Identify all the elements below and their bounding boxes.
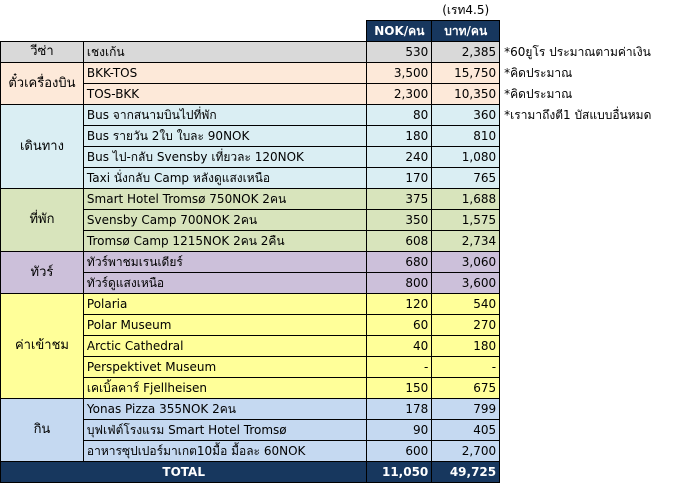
nok-value-cell[interactable]: 2,300 xyxy=(367,84,432,105)
table-row xyxy=(1,147,675,168)
note-cell[interactable] xyxy=(500,378,675,399)
item-cell[interactable]: Bus ไป-กลับ Svensby เที่ยวละ 120NOK xyxy=(83,147,366,168)
nok-value-cell[interactable]: 600 xyxy=(367,441,432,462)
item-cell[interactable]: Svensby Camp 700NOK 2คน xyxy=(83,210,366,231)
nok-value-cell[interactable]: 120 xyxy=(367,294,432,315)
thb-value-cell[interactable]: 15,750 xyxy=(432,63,500,84)
item-cell[interactable]: อาหารซุปเปอร์มาเกต10มื้อ มื้อละ 60NOK xyxy=(83,441,366,462)
nok-value-cell[interactable]: 180 xyxy=(367,126,432,147)
nok-value-cell[interactable]: 3,500 xyxy=(367,63,432,84)
thb-value-cell[interactable]: 2,700 xyxy=(432,441,500,462)
empty-cell[interactable] xyxy=(500,462,675,483)
nok-value-cell[interactable]: - xyxy=(367,357,432,378)
nok-value-cell[interactable]: 350 xyxy=(367,210,432,231)
total-thb-cell[interactable]: 49,725 xyxy=(432,462,500,483)
item-cell[interactable]: ทัวร์พาชมเรนเดียร์ xyxy=(83,252,366,273)
empty-cell[interactable] xyxy=(500,21,675,42)
empty-cell[interactable] xyxy=(83,21,366,42)
category-cell[interactable]: ทัวร์ xyxy=(1,252,84,294)
category-cell[interactable]: กิน xyxy=(1,399,84,462)
note-cell[interactable]: *คิดประมาณ xyxy=(504,66,573,80)
note-cell[interactable] xyxy=(500,315,675,336)
item-cell[interactable]: BKK-TOS xyxy=(83,63,366,84)
nok-value-cell[interactable]: 800 xyxy=(367,273,432,294)
note-cell[interactable]: *เรามาถึงตี1 บัสแบบอื่นหมด xyxy=(504,108,652,122)
table-row xyxy=(1,273,675,294)
header-row xyxy=(1,21,675,42)
thb-value-cell[interactable]: 3,600 xyxy=(432,273,500,294)
item-cell[interactable]: Yonas Pizza 355NOK 2คน xyxy=(83,399,366,420)
item-cell[interactable]: Polaria xyxy=(83,294,366,315)
thb-value-cell[interactable]: 2,734 xyxy=(432,231,500,252)
thb-value-cell[interactable]: 10,350 xyxy=(432,84,500,105)
total-label-cell[interactable]: TOTAL xyxy=(1,462,367,483)
table-row xyxy=(1,42,675,63)
note-cell[interactable] xyxy=(500,336,675,357)
nok-value-cell[interactable]: 530 xyxy=(367,42,432,63)
item-cell[interactable]: เชงเก้น xyxy=(83,42,366,63)
table-row xyxy=(1,63,675,84)
thb-value-cell[interactable]: 1,575 xyxy=(432,210,500,231)
item-cell[interactable]: บุฟเฟ่ต์โรงแรม Smart Hotel Tromsø xyxy=(83,420,366,441)
nok-value-cell[interactable]: 40 xyxy=(367,336,432,357)
table-row xyxy=(1,294,675,315)
note-cell[interactable] xyxy=(500,399,675,420)
category-cell[interactable]: ตั๋วเครื่องบิน xyxy=(1,63,84,105)
note-cell[interactable] xyxy=(500,210,675,231)
table-row xyxy=(1,189,675,210)
item-cell[interactable]: Smart Hotel Tromsø 750NOK 2คน xyxy=(83,189,366,210)
thb-value-cell[interactable]: 1,080 xyxy=(432,147,500,168)
item-cell[interactable]: Bus รายวัน 2ใบ ใบละ 90NOK xyxy=(83,126,366,147)
note-cell[interactable]: *คิดประมาณ xyxy=(504,87,573,101)
empty-cell[interactable] xyxy=(500,0,675,21)
thb-value-cell[interactable]: - xyxy=(432,357,500,378)
table-row xyxy=(1,105,675,126)
thb-value-cell[interactable]: 3,060 xyxy=(432,252,500,273)
table-row xyxy=(1,378,675,399)
item-cell[interactable]: Polar Museum xyxy=(83,315,366,336)
rate-row xyxy=(1,0,675,21)
category-cell[interactable]: ค่าเข้าชม xyxy=(1,294,84,399)
nok-value-cell[interactable]: 680 xyxy=(367,252,432,273)
note-cell[interactable] xyxy=(500,189,675,210)
table-row xyxy=(1,420,675,441)
category-cell[interactable]: วีซ่า xyxy=(1,42,84,63)
note-cell[interactable] xyxy=(500,357,675,378)
nok-value-cell[interactable]: 60 xyxy=(367,315,432,336)
category-cell[interactable]: ที่พัก xyxy=(1,189,84,252)
thb-value-cell[interactable]: 2,385 xyxy=(432,42,500,63)
note-cell[interactable] xyxy=(500,231,675,252)
note-cell[interactable] xyxy=(500,252,675,273)
thb-value-cell[interactable]: 180 xyxy=(432,336,500,357)
thb-column-header[interactable]: บาท/คน xyxy=(432,21,500,42)
item-cell[interactable]: เคเบิ้ลคาร์ Fjellheisen xyxy=(83,378,366,399)
note-cell[interactable] xyxy=(500,168,675,189)
note-cell[interactable] xyxy=(500,420,675,441)
nok-value-cell[interactable]: 170 xyxy=(367,168,432,189)
thb-value-cell[interactable]: 360 xyxy=(432,105,500,126)
empty-cell[interactable] xyxy=(367,0,432,21)
note-cell[interactable] xyxy=(500,441,675,462)
table-row xyxy=(1,252,675,273)
thb-value-cell[interactable]: 540 xyxy=(432,294,500,315)
table-row xyxy=(1,441,675,462)
nok-value-cell[interactable]: 240 xyxy=(367,147,432,168)
nok-value-cell[interactable]: 80 xyxy=(367,105,432,126)
note-cell[interactable] xyxy=(500,294,675,315)
empty-cell[interactable] xyxy=(1,0,84,21)
note-cell[interactable] xyxy=(500,147,675,168)
thb-value-cell[interactable]: 270 xyxy=(432,315,500,336)
table-row xyxy=(1,84,675,105)
thb-value-cell[interactable]: 675 xyxy=(432,378,500,399)
note-cell[interactable]: *60ยูโร ประมาณตามค่าเงิน xyxy=(504,45,651,59)
nok-value-cell[interactable]: 90 xyxy=(367,420,432,441)
nok-value-cell[interactable]: 150 xyxy=(367,378,432,399)
nok-value-cell[interactable]: 375 xyxy=(367,189,432,210)
table-row xyxy=(1,315,675,336)
item-cell[interactable]: TOS-BKK xyxy=(83,84,366,105)
item-cell[interactable]: Arctic Cathedral xyxy=(83,336,366,357)
item-cell[interactable]: Taxi นั่งกลับ Camp หลังดูแสงเหนือ xyxy=(83,168,366,189)
thb-value-cell[interactable]: 765 xyxy=(432,168,500,189)
nok-value-cell[interactable]: 608 xyxy=(367,231,432,252)
total-nok-cell[interactable]: 11,050 xyxy=(367,462,432,483)
table-row xyxy=(1,231,675,252)
table-row xyxy=(1,336,675,357)
thb-value-cell[interactable]: 405 xyxy=(432,420,500,441)
table-row xyxy=(1,357,675,378)
item-cell[interactable]: ทัวร์ดูแสงเหนือ xyxy=(83,273,366,294)
table-row xyxy=(1,210,675,231)
total-row xyxy=(1,462,675,483)
table-row xyxy=(1,126,675,147)
table-row xyxy=(1,168,675,189)
thb-value-cell[interactable]: 799 xyxy=(432,399,500,420)
thb-value-cell[interactable]: 810 xyxy=(432,126,500,147)
note-cell[interactable] xyxy=(500,273,675,294)
category-cell[interactable]: เดินทาง xyxy=(1,105,84,189)
item-cell[interactable]: Perspektivet Museum xyxy=(83,357,366,378)
nok-value-cell[interactable]: 178 xyxy=(367,399,432,420)
empty-cell[interactable] xyxy=(83,0,366,21)
note-cell[interactable] xyxy=(500,126,675,147)
empty-cell[interactable] xyxy=(1,21,84,42)
thb-value-cell[interactable]: 1,688 xyxy=(432,189,500,210)
item-cell[interactable]: Bus จากสนามบินไปที่พัก xyxy=(83,105,366,126)
item-cell[interactable]: Tromsø Camp 1215NOK 2คน 2คืน xyxy=(83,231,366,252)
exchange-rate-cell[interactable]: (เรท4.5) xyxy=(442,3,490,17)
nok-column-header[interactable]: NOK/คน xyxy=(367,21,432,42)
table-row xyxy=(1,399,675,420)
